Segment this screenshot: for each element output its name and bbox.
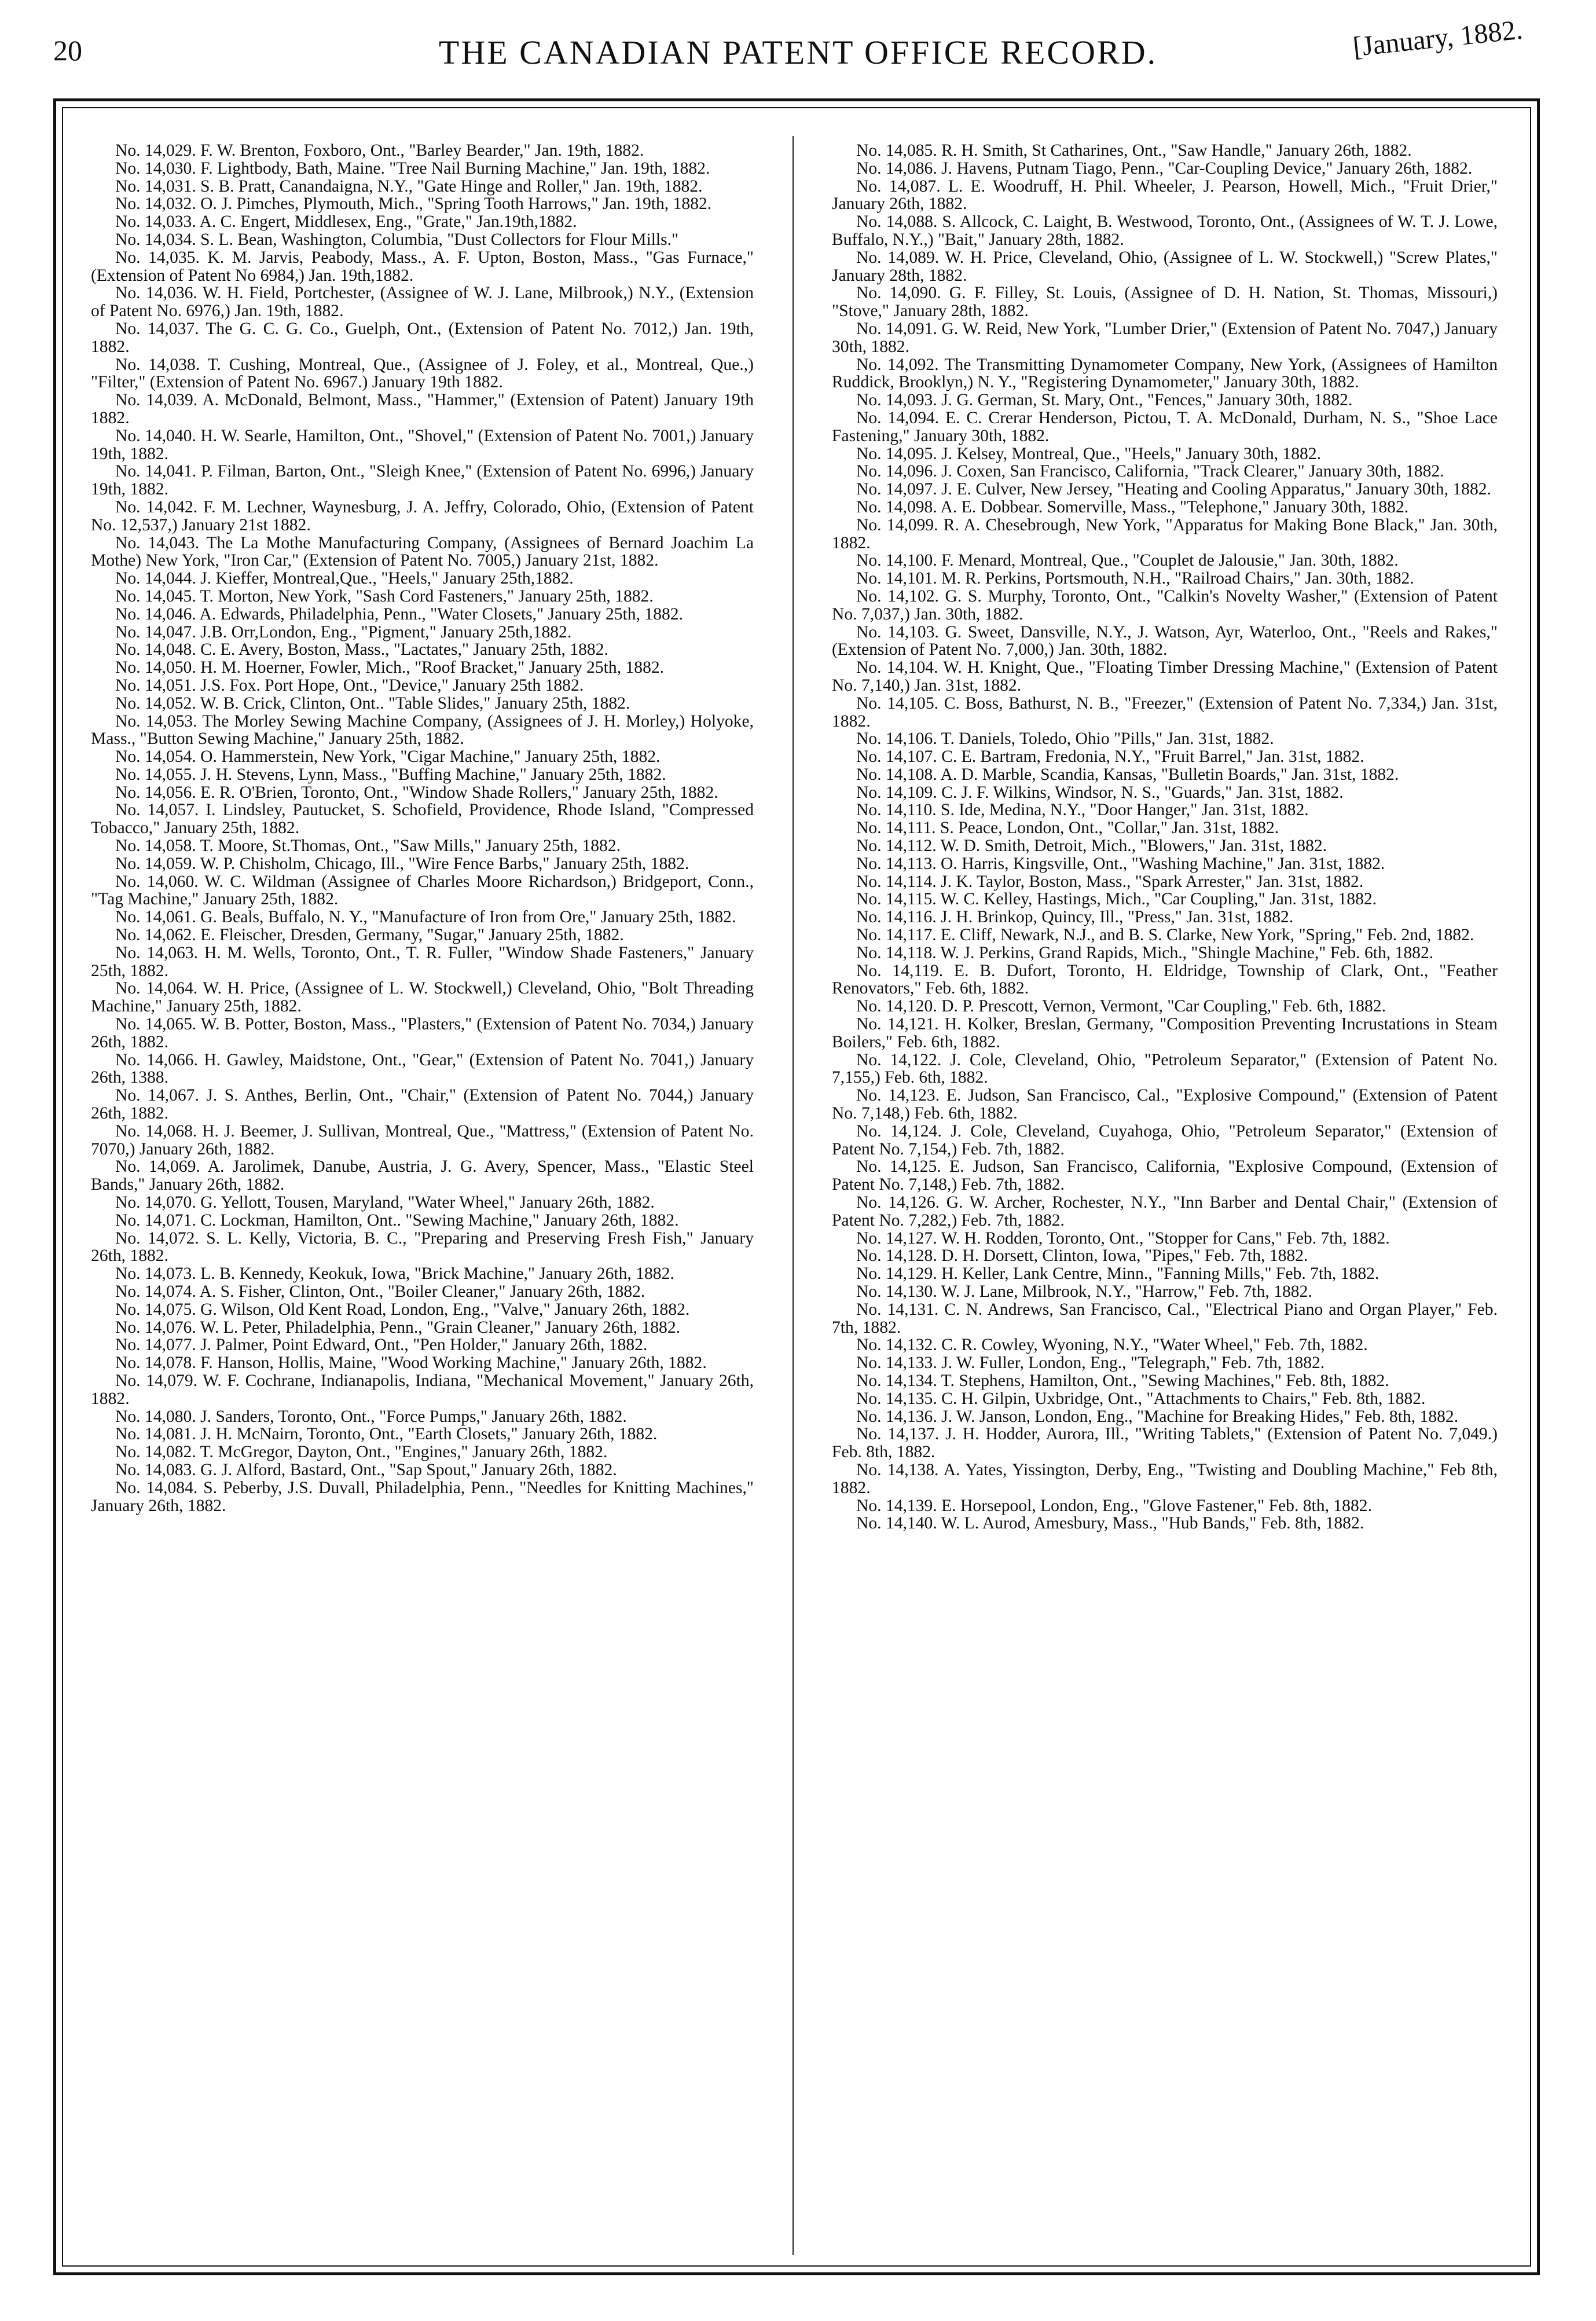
patent-entry: No. 14,055. J. H. Stevens, Lynn, Mass., "Buffing Machine," January 25th, 1882. [115,765,666,784]
journal-title: THE CANADIAN PATENT OFFICE RECORD. [438,34,1158,71]
column-divider [793,136,794,2255]
patent-entry: No. 14,085. R. H. Smith, St Catharines, Ont., "Saw Handle," January 26th, 1882. [856,142,1412,160]
patent-entry: No. 14,136. J. W. Janson, London, Eng., "Machine for Breaking Hides," Feb. 8th, 1882. [856,1407,1459,1426]
patent-entry: No. 14,066. H. Gawley, Maidstone, Ont., "Gear," (Extension of Patent No. 7041,) January 26th, 1388. [91,1050,754,1087]
patent-entry: No. 14,083. G. J. Alford, Bastard, Ont., "Sap Spout," January 26th, 1882. [115,1460,617,1479]
patent-entry: No. 14,123. E. Judson, San Francisco, Cal., "Explosive Compound," (Extension of Patent No. 7,148,) Feb. 6th, 1882. [832,1086,1498,1123]
patent-entry: No. 14,113. O. Harris, Kingsville, Ont., "Washing Machine," Jan. 31st, 1882. [856,854,1385,873]
patent-entry: No. 14,108. A. D. Marble, Scandia, Kansas, "Bulletin Boards," Jan. 31st, 1882. [856,765,1399,784]
patent-entry: No. 14,071. C. Lockman, Hamilton, Ont.. "Sewing Machine," January 26th, 1882. [115,1211,679,1230]
patent-entry: No. 14,097. J. E. Culver, New Jersey, "Heating and Cooling Apparatus," January 30th, 1882. [856,480,1491,499]
patent-entry: No. 14,138. A. Yates, Yissington, Derby, Eng., "Twisting and Doubling Machine," Feb 8th, 1882. [832,1460,1498,1497]
patent-entry: No. 14,036. W. H. Field, Portchester, (Assignee of W. J. Lane, Milbrook,) N.Y., (Extension of Patent No. 6976,) Jan. 19th, 1882. [91,284,754,321]
patent-entry: No. 14,042. F. M. Lechner, Waynesburg, J. A. Jeffry, Colorado, Ohio, (Extension of Patent No. 12,537,) January 21st 1882. [91,497,754,534]
patent-entry: No. 14,112. W. D. Smith, Detroit, Mich., "Blowers," Jan. 31st, 1882. [856,837,1327,856]
patent-entry: No. 14,082. T. McGregor, Dayton, Ont., "Engines," January 26th, 1882. [115,1443,608,1462]
left-column [91,142,754,2249]
patent-entry: No. 14,067. J. S. Anthes, Berlin, Ont., "Chair," (Extension of Patent No. 7044,) January 26th, 1882. [91,1086,754,1123]
patent-entry: No. 14,084. S. Peberby, J.S. Duvall, Philadelphia, Penn., "Needles for Knitting Machines," January 26th, 1882. [91,1478,754,1515]
patent-entry: No. 14,125. E. Judson, San Francisco, California, "Explosive Compound, (Extension of Patent No. 7,148,) Feb. 7th, 1882. [832,1157,1498,1194]
patent-entry: No. 14,095. J. Kelsey, Montreal, Que., "Heels," January 30th, 1882. [856,444,1322,463]
patent-entry: No. 14,117. E. Cliff, Newark, N.J., and B. S. Clarke, New York, "Spring," Feb. 2nd, 1882. [856,926,1474,945]
patent-entry: No. 14,091. G. W. Reid, New York, "Lumber Drier," (Extension of Patent No. 7047,) January 30th, 1882. [832,319,1498,356]
patent-entry: No. 14,114. J. K. Taylor, Boston, Mass., "Spark Arrester," Jan. 31st, 1882. [856,872,1364,891]
patent-entry: No. 14,029. F. W. Brenton, Foxboro, Ont., "Barley Bearder," Jan. 19th, 1882. [115,142,644,160]
patent-entry: No. 14,053. The Morley Sewing Machine Company, (Assignees of J. H. Morley,) Holyoke, Mass., "Button Sewing Machine," January 25th, 1882. [91,712,754,749]
patent-entry: No. 14,116. J. H. Brinkop, Quincy, Ill., "Press," Jan. 31st, 1882. [856,908,1294,927]
issue-date: [January, 1882. [1351,14,1524,63]
patent-entry: No. 14,063. H. M. Wells, Toronto, Ont., T. R. Fuller, "Window Shade Fasteners," January 25th, 1882. [91,943,754,980]
patent-entry: No. 14,060. W. C. Wildman (Assignee of Charles Moore Richardson,) Bridgeport, Conn., "Tag Machine," January 25th, 1882. [91,872,754,909]
patent-entry: No. 14,076. W. L. Peter, Philadelphia, Penn., "Grain Cleaner," January 26th, 1882. [115,1318,681,1337]
patent-entry: No. 14,102. G. S. Murphy, Toronto, Ont., "Calkin's Novelty Washer," (Extension of Patent No. 7,037,) Jan. 30th, 1882. [832,586,1498,624]
patent-entry: No. 14,074. A. S. Fisher, Clinton, Ont., "Boiler Cleaner," January 26th, 1882. [115,1282,645,1301]
patent-entry: No. 14,072. S. L. Kelly, Victoria, B. C., "Preparing and Preserving Fresh Fish," January 26th, 1882. [91,1229,754,1266]
patent-entry: No. 14,107. C. E. Bartram, Fredonia, N.Y., "Fruit Barrel," Jan. 31st, 1882. [856,747,1364,767]
patent-entry: No. 14,077. J. Palmer, Point Edward, Ont., "Pen Holder," January 26th, 1882. [115,1336,648,1355]
patent-entry: No. 14,041. P. Filman, Barton, Ont., "Sleigh Knee," (Extension of Patent No. 6996,) January 19th, 1882. [91,462,754,499]
patent-entry: No. 14,121. H. Kolker, Breslan, Germany, "Composition Preventing Incrustations in Steam Boilers," Feb. 6th, 1882. [832,1015,1498,1051]
patent-entry: No. 14,065. W. B. Potter, Boston, Mass., "Plasters," (Extension of Patent No. 7034,) January 26th, 1882. [91,1015,754,1051]
patent-entry: No. 14,103. G. Sweet, Dansville, N.Y., J. Watson, Ayr, Waterloo, Ont., "Reels and Rakes," (Extension of Patent No. 7,000,) Jan. 30th, 1882. [832,622,1498,659]
patent-entry: No. 14,043. The La Mothe Manufacturing Company, (Assignees of Bernard Joachim La Mothe) New York, "Iron Car," (Extension of Patent No. 7005,) January 21st, 1882. [91,533,754,570]
patent-entry: No. 14,050. H. M. Hoerner, Fowler, Mich., "Roof Bracket," January 25th, 1882. [115,658,665,677]
patent-entry: No. 14,059. W. P. Chisholm, Chicago, Ill., "Wire Fence Barbs," January 25th, 1882. [115,854,689,873]
patent-entry: No. 14,080. J. Sanders, Toronto, Ont., "Force Pumps," January 26th, 1882. [115,1407,627,1426]
patent-entry: No. 14,101. M. R. Perkins, Portsmouth, N.H., "Railroad Chairs," Jan. 30th, 1882. [856,569,1414,588]
patent-entry: No. 14,122. J. Cole, Cleveland, Ohio, "Petroleum Separator," (Extension of Patent No. 7,155,) Feb. 6th, 1882. [832,1050,1498,1087]
patent-entry: No. 14,088. S. Allcock, C. Laight, B. Westwood, Toronto, Ont., (Assignees of W. T. J. Lowe, Buffalo, N.Y.,) "Bait," January 28th, 1882. [832,212,1498,249]
patent-entry: No. 14,093. J. G. German, St. Mary, Ont., "Fences," January 30th, 1882. [856,391,1353,410]
patent-entry: No. 14,069. A. Jarolimek, Danube, Austria, J. G. Avery, Spencer, Mass., "Elastic Steel Bands," January 26th, 1882. [91,1157,754,1194]
patent-entry: No. 14,068. H. J. Beemer, J. Sullivan, Montreal, Que., "Mattress," (Extension of Patent No. 7070,) January 26th, 1882. [91,1121,754,1158]
patent-entry: No. 14,039. A. McDonald, Belmont, Mass., "Hammer," (Extension of Patent) January 19th 1882. [91,391,754,427]
page-header [0,0,1596,81]
patent-entry: No. 14,118. W. J. Perkins, Grand Rapids, Mich., "Shingle Machine," Feb. 6th, 1882. [856,943,1434,962]
patent-entry: No. 14,062. E. Fleischer, Dresden, Germany, "Sugar," January 25th, 1882. [115,926,624,945]
patent-entry: No. 14,110. S. Ide, Medina, N.Y., "Door Hanger," Jan. 31st, 1882. [856,801,1309,820]
patent-entry: No. 14,061. G. Beals, Buffalo, N. Y., "Manufacture of Iron from Ore," January 25th, 1882. [115,908,736,927]
patent-entry: No. 14,052. W. B. Crick, Clinton, Ont.. "Table Slides," January 25th, 1882. [115,694,630,713]
patent-entry: No. 14,079. W. F. Cochrane, Indianapolis, Indiana, "Mechanical Movement," January 26th, 1882. [91,1371,754,1408]
patent-entry: No. 14,139. E. Horsepool, London, Eng., "Glove Fastener," Feb. 8th, 1882. [856,1496,1372,1515]
patent-entry: No. 14,037. The G. C. G. Co., Guelph, Ont., (Extension of Patent No. 7012,) Jan. 19th, 1882. [91,319,754,356]
patent-entry: No. 14,105. C. Boss, Bathurst, N. B., "Freezer," (Extension of Patent No. 7,334,) Jan. 31st, 1882. [832,694,1498,731]
patent-entry: No. 14,081. J. H. McNairn, Toronto, Ont., "Earth Closets," January 26th, 1882. [115,1425,658,1444]
patent-entry: No. 14,087. L. E. Woodruff, H. Phil. Wheeler, J. Pearson, Howell, Mich., "Fruit Drier," January 26th, 1882. [832,177,1498,214]
patent-entry: No. 14,030. F. Lightbody, Bath, Maine. "Tree Nail Burning Machine," Jan. 19th, 1882. [115,159,710,178]
patent-entry: No. 14,115. W. C. Kelley, Hastings, Mich., "Car Coupling," Jan. 31st, 1882. [856,890,1377,909]
patent-entry: No. 14,100. F. Menard, Montreal, Que., "Couplet de Jalousie," Jan. 30th, 1882. [856,551,1399,570]
patent-entry: No. 14,031. S. B. Pratt, Canandaigna, N.Y., "Gate Hinge and Roller," Jan. 19th, 1882. [115,177,703,196]
patent-entry: No. 14,120. D. P. Prescott, Vernon, Vermont, "Car Coupling," Feb. 6th, 1882. [856,997,1386,1016]
patent-entry: No. 14,140. W. L. Aurod, Amesbury, Mass., "Hub Bands," Feb. 8th, 1882. [856,1514,1364,1533]
patent-entry: No. 14,070. G. Yellott, Tousen, Maryland, "Water Wheel," January 26th, 1882. [115,1193,655,1212]
patent-entry: No. 14,054. O. Hammerstein, New York, "Cigar Machine," January 25th, 1882. [115,747,661,767]
patent-entry: No. 14,032. O. J. Pimches, Plymouth, Mich., "Spring Tooth Harrows," Jan. 19th, 1882. [115,195,712,214]
patent-entry: No. 14,048. C. E. Avery, Boston, Mass., "Lactates," January 25th, 1882. [115,640,608,659]
patent-entry: No. 14,089. W. H. Price, Cleveland, Ohio, (Assignee of L. W. Stockwell,) "Screw Plates," January 28th, 1882. [832,248,1498,285]
page-frame [53,98,1540,2275]
patent-entry: No. 14,126. G. W. Archer, Rochester, N.Y., "Inn Barber and Dental Chair," (Extension of Patent No. 7,282,) Feb. 7th, 1882. [832,1193,1498,1230]
patent-entry: No. 14,038. T. Cushing, Montreal, Que., (Assignee of J. Foley, et al., Montreal, Que.,) "Filter," (Extension of Patent No. 6967.) January 19th 1882. [91,355,754,392]
patent-entry: No. 14,131. C. N. Andrews, San Francisco, Cal., "Electrical Piano and Organ Player," Feb. 7th, 1882. [832,1300,1498,1337]
patent-entry: No. 14,045. T. Morton, New York, "Sash Cord Fasteners," January 25th, 1882. [115,586,654,606]
patent-entry: No. 14,051. J.S. Fox. Port Hope, Ont., "Device," January 25th 1882. [115,676,584,695]
patent-entry: No. 14,086. J. Havens, Putnam Tiago, Penn., "Car-Coupling Device," January 26th, 1882. [856,159,1473,178]
patent-entry: No. 14,096. J. Coxen, San Francisco, California, "Track Clearer," January 30th, 1882. [856,462,1444,481]
patent-entry: No. 14,133. J. W. Fuller, London, Eng., "Telegraph," Feb. 7th, 1882. [856,1354,1325,1373]
patent-entry: No. 14,064. W. H. Price, (Assignee of L. W. Stockwell,) Cleveland, Ohio, "Bolt Threading Machine," January 25th, 1882. [91,979,754,1016]
patent-entry: No. 14,034. S. L. Bean, Washington, Columbia, "Dust Collectors for Flour Mills." [115,230,679,249]
patent-entry: No. 14,044. J. Kieffer, Montreal,Que., "Heels," January 25th,1882. [115,569,574,588]
patent-entry: No. 14,094. E. C. Crerar Henderson, Pictou, T. A. McDonald, Durham, N. S., "Shoe Lace Fastening," January 30th, 1882. [832,408,1498,445]
patent-entry: No. 14,109. C. J. F. Wilkins, Windsor, N. S., "Guards," Jan. 31st, 1882. [856,783,1344,802]
patent-entry: No. 14,128. D. H. Dorsett, Clinton, Iowa, "Pipes," Feb. 7th, 1882. [856,1246,1308,1266]
patent-entry: No. 14,104. W. H. Knight, Que., "Floating Timber Dressing Machine," (Extension of Patent No. 7,140,) Jan. 31st, 1882. [832,658,1498,695]
patent-entry: No. 14,127. W. H. Rodden, Toronto, Ont., "Stopper for Cans," Feb. 7th, 1882. [856,1229,1390,1248]
patent-entry: No. 14,099. R. A. Chesebrough, New York, "Apparatus for Making Bone Black," Jan. 30th, 1882. [832,515,1498,552]
patent-entry: No. 14,078. F. Hanson, Hollis, Maine, "Wood Working Machine," January 26th, 1882. [115,1354,707,1373]
patent-entry: No. 14,129. H. Keller, Lank Centre, Minn., "Fanning Mills," Feb. 7th, 1882. [856,1264,1379,1284]
patent-entry: No. 14,040. H. W. Searle, Hamilton, Ont., "Shovel," (Extension of Patent No. 7001,) January 19th, 1882. [91,426,754,463]
patent-entry: No. 14,075. G. Wilson, Old Kent Road, London, Eng., "Valve," January 26th, 1882. [115,1300,690,1319]
patent-entry: No. 14,134. T. Stephens, Hamilton, Ont., "Sewing Machines," Feb. 8th, 1882. [856,1371,1389,1390]
right-column [832,142,1498,2249]
patent-entry: No. 14,111. S. Peace, London, Ont., "Collar," Jan. 31st, 1882. [856,819,1279,838]
patent-entry: No. 14,130. W. J. Lane, Milbrook, N.Y., "Harrow," Feb. 7th, 1882. [856,1282,1312,1301]
patent-entry: No. 14,056. E. R. O'Brien, Toronto, Ont., "Window Shade Rollers," January 25th, 1882. [115,783,718,802]
patent-entry: No. 14,135. C. H. Gilpin, Uxbridge, Ont., "Attachments to Chairs," Feb. 8th, 1882. [856,1389,1426,1408]
patent-entry: No. 14,106. T. Daniels, Toledo, Ohio "Pills," Jan. 31st, 1882. [856,729,1274,749]
patent-entry: No. 14,098. A. E. Dobbear. Somerville, Mass., "Telephone," January 30th, 1882. [856,497,1409,516]
page-number: 20 [53,34,82,67]
patent-entry: No. 14,137. J. H. Hodder, Aurora, Ill., "Writing Tablets," (Extension of Patent No. 7,049.) Feb. 8th, 1882. [832,1425,1498,1462]
patent-entry: No. 14,047. J.B. Orr,London, Eng., "Pigment," January 25th,1882. [115,622,572,641]
patent-entry: No. 14,058. T. Moore, St.Thomas, Ont., "Saw Mills," January 25th, 1882. [115,837,621,856]
patent-entry: No. 14,124. J. Cole, Cleveland, Cuyahoga, Ohio, "Petroleum Separator," (Extension of Patent No. 7,154,) Feb. 7th, 1882. [832,1121,1498,1158]
patent-entry: No. 14,090. G. F. Filley, St. Louis, (Assignee of D. H. Nation, St. Thomas, Missouri,) "Stove," January 28th, 1882. [832,284,1498,321]
patent-entry: No. 14,119. E. B. Dufort, Toronto, H. Eldridge, Township of Clark, Ont., "Feather Renovators," Feb. 6th, 1882. [832,961,1498,998]
patent-entry: No. 14,073. L. B. Kennedy, Keokuk, Iowa, "Brick Machine," January 26th, 1882. [115,1264,674,1284]
patent-entry: No. 14,046. A. Edwards, Philadelphia, Penn., "Water Closets," January 25th, 1882. [115,604,683,624]
patent-entry: No. 14,033. A. C. Engert, Middlesex, Eng., "Grate," Jan.19th,1882. [115,212,577,232]
patent-entry: No. 14,057. I. Lindsley, Pautucket, S. Schofield, Providence, Rhode Island, "Compressed Tobacco," January 25th, 1882. [91,801,754,838]
patent-entry: No. 14,035. K. M. Jarvis, Peabody, Mass., A. F. Upton, Boston, Mass., "Gas Furnace," (Extension of Patent No 6984,) Jan. 19th,1882. [91,248,754,285]
patent-entry: No. 14,132. C. R. Cowley, Wyoning, N.Y., "Water Wheel," Feb. 7th, 1882. [856,1336,1368,1355]
patent-entry: No. 14,092. The Transmitting Dynamometer Company, New York, (Assignees of Hamilton Ruddick, Brooklyn,) N. Y., "Registering Dynamometer," January 30th, 1882. [832,355,1498,392]
